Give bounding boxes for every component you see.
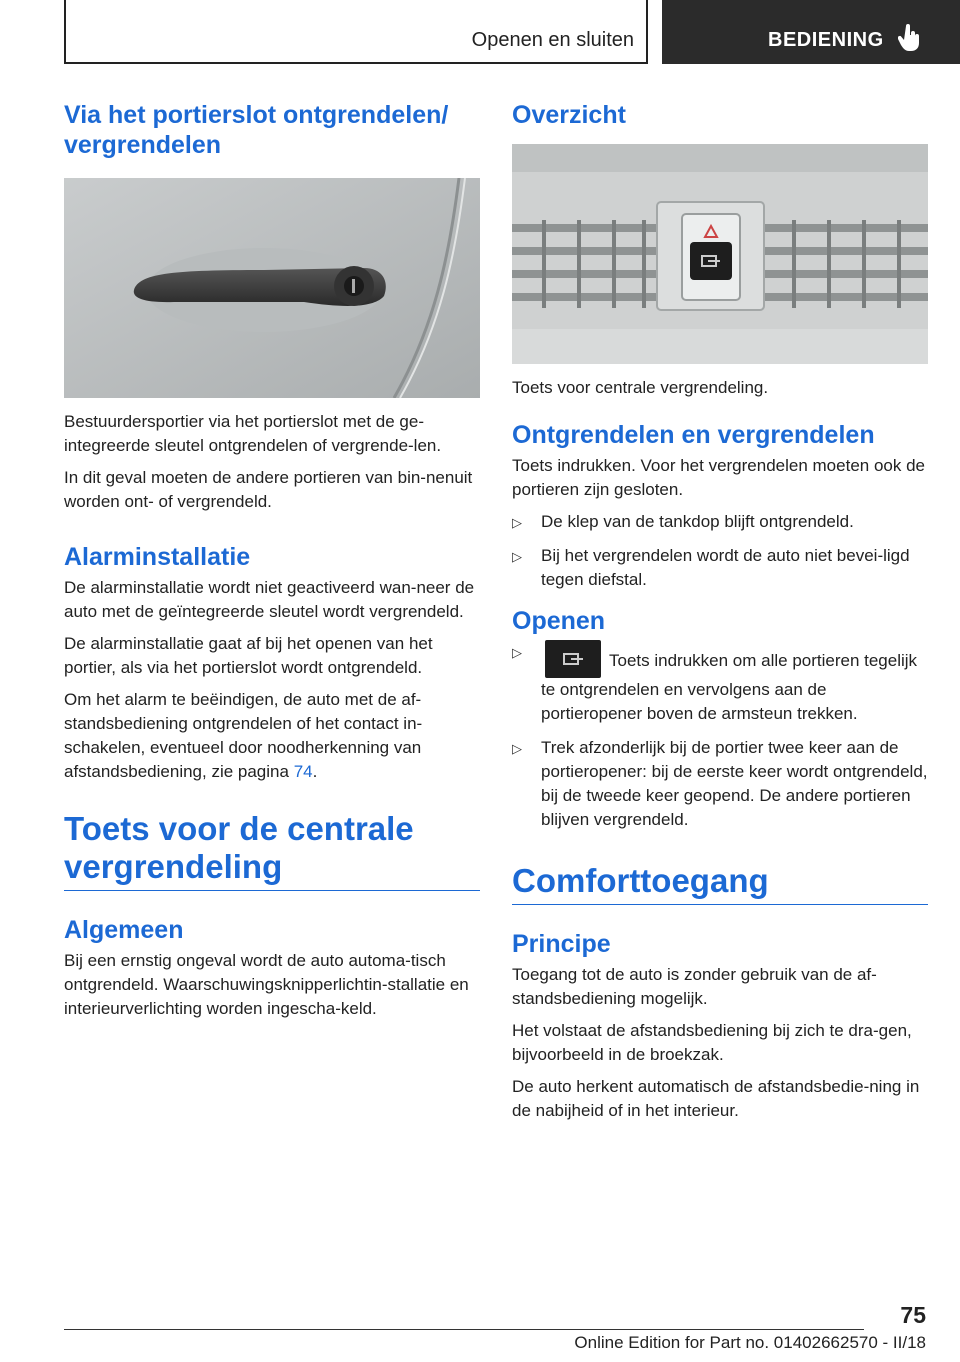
footer-divider bbox=[64, 1329, 864, 1330]
list-item: ▷ De klep van de tankdop blijft ontgrendeld. bbox=[512, 510, 928, 534]
paragraph-alarm-3: Om het alarm te beëindigen, de auto met de af-standsbediening ontgrendelen of het contact in-schakelen, eventueel door noodherkenning van afstandsbediening, zie pagina 74. bbox=[64, 690, 423, 781]
heading-portierslot: Via het portierslot ontgrendelen/​vergrendelen bbox=[64, 101, 449, 159]
header-left-box bbox=[64, 0, 648, 64]
paragraph-alarm-1: De alarminstallatie wordt niet geactiveerd wan-neer de auto met de geïntegreerde sleutel wordt vergrendeld. bbox=[64, 578, 475, 621]
triangle-bullet-icon: ▷ bbox=[512, 549, 522, 564]
page-number: 75 bbox=[900, 1302, 926, 1328]
paragraph-ontgrendelen: Toets indrukken. Voor het vergrendelen moeten ook de portieren zijn gesloten. bbox=[512, 456, 925, 499]
list-item: ▷ Trek afzonderlijk bij de portier twee keer aan de portieropener: bij de eerste keer wordt ontgrendeld, bij de tweede keer geopend. De andere portieren blijven vergrendeld. bbox=[512, 738, 928, 829]
heading-comforttoegang: Comforttoegang bbox=[512, 862, 928, 905]
heading-principe: Principe bbox=[512, 930, 611, 958]
right-column bbox=[512, 100, 928, 1131]
heading-ontgrendelen-vergrendelen: Ontgrendelen en vergrendelen bbox=[512, 421, 875, 449]
paragraph-alarm-2: De alarminstallatie gaat af bij het openen van het portier, als via het portierslot wordt ontgrendeld. bbox=[64, 634, 433, 677]
caption-central-lock-button: Toets voor centrale vergrendeling. bbox=[512, 378, 769, 397]
list-item: ▷ Toets indrukken om alle portieren tegelijk te ontgrendelen en vervolgens aan de portieropener boven de armsteun trekken. bbox=[512, 640, 928, 726]
paragraph-principe-2: Het volstaat de afstandsbediening bij zich te dra-gen, bijvoorbeeld in de broekzak. bbox=[512, 1021, 912, 1064]
edition-text: Online Edition for Part no. 01402662570 - II/18 bbox=[574, 1333, 926, 1352]
paragraph-principe-1: Toegang tot de auto is zonder gebruik van de af-standsbediening mogelijk. bbox=[512, 965, 877, 1008]
heading-toets-centrale-vergrendeling: Toets voor de centrale vergrendeling bbox=[64, 810, 480, 891]
list-item: ▷ Bij het vergrendelen wordt de auto niet bevei-ligd tegen diefstal. bbox=[512, 546, 910, 589]
chapter-title: Openen en sluiten bbox=[471, 29, 634, 51]
heading-openen: Openen bbox=[512, 607, 606, 635]
central-lock-button-figure bbox=[512, 144, 928, 364]
triangle-bullet-icon: ▷ bbox=[512, 515, 522, 530]
heading-overzicht: Overzicht bbox=[512, 101, 626, 129]
door-handle-figure bbox=[64, 178, 480, 398]
section-title: BEDIENING bbox=[768, 29, 884, 51]
page-link-74[interactable]: 74 bbox=[293, 762, 313, 781]
heading-alarminstallatie: Alarminstallatie bbox=[64, 543, 251, 571]
bullet-list-openen bbox=[512, 640, 928, 832]
triangle-bullet-icon: ▷ bbox=[512, 741, 522, 756]
paragraph-other-doors: In dit geval moeten de andere portieren van bin-nenuit worden ont- of vergrendeld. bbox=[64, 468, 473, 511]
triangle-bullet-icon: ▷ bbox=[512, 645, 522, 660]
heading-algemeen: Algemeen bbox=[64, 916, 184, 944]
paragraph-algemeen: Bij een ernstig ongeval wordt de auto automa-tisch ontgrendeld. Waarschuwingsknipperlichtin-stallatie en interieurverlichting worden ingescha-keld. bbox=[64, 951, 469, 1018]
paragraph-principe-3: De auto herkent automatisch de afstandsbedie-ning in de nabijheid of in het interieur. bbox=[512, 1077, 920, 1120]
left-column bbox=[64, 100, 480, 1029]
hand-pointer-icon bbox=[898, 24, 922, 57]
caption-door-handle: Bestuurdersportier via het portierslot met de ge-integreerde sleutel ontgrendelen of vergrende-len. bbox=[64, 412, 442, 455]
header-section-tab bbox=[662, 0, 960, 64]
unlock-button-icon bbox=[545, 640, 601, 678]
bullet-list-lock bbox=[512, 510, 928, 592]
